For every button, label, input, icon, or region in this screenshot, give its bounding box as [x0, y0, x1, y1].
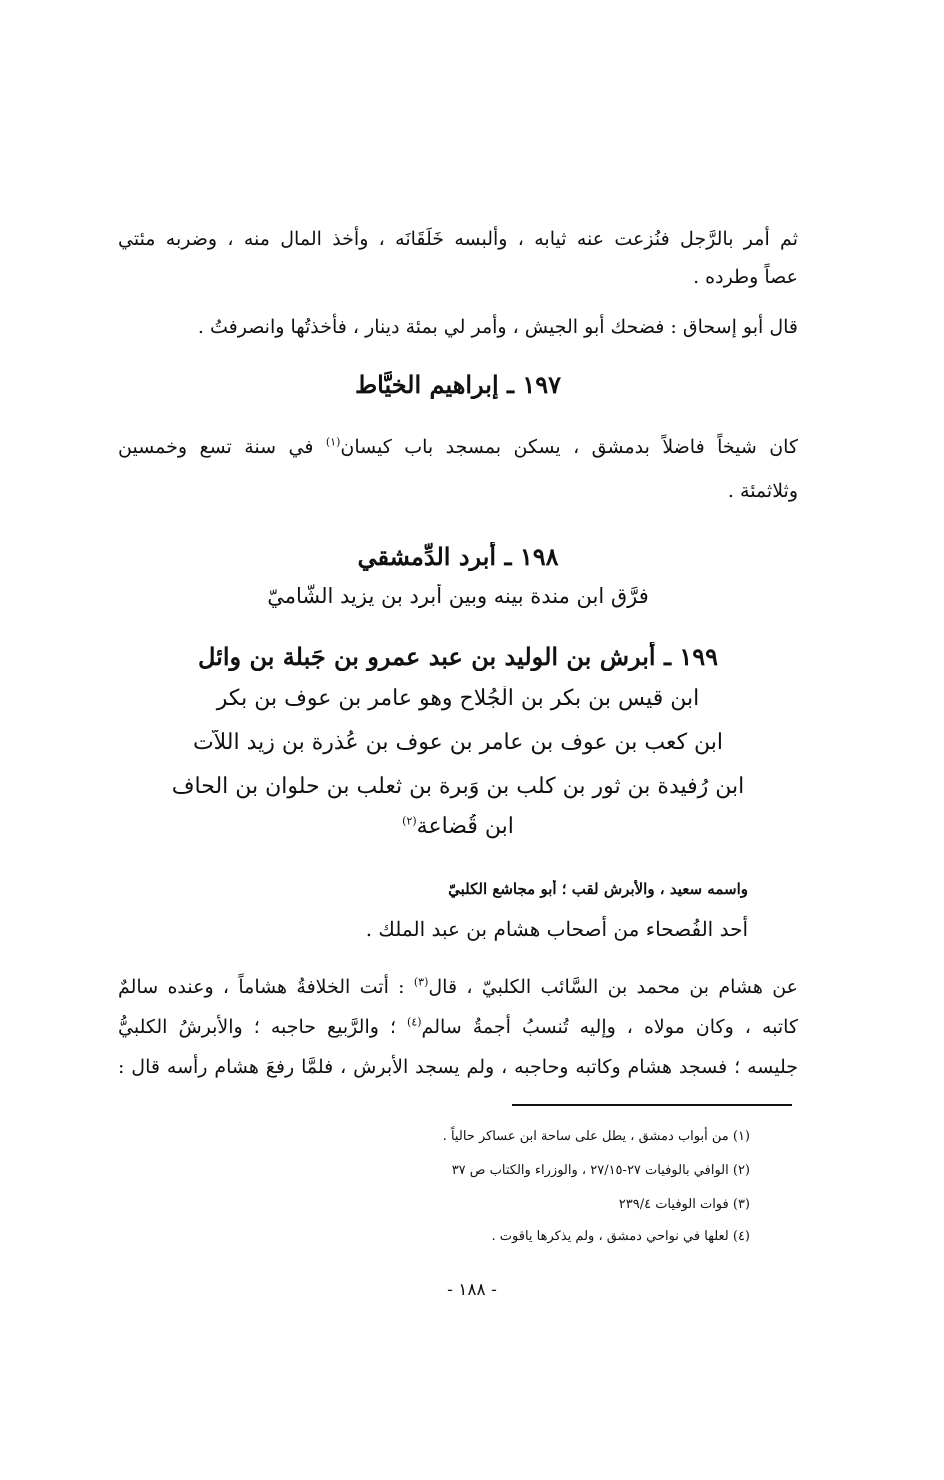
footnote-divider	[512, 1104, 792, 1106]
page-number: - ١٨٨ -	[447, 1280, 497, 1300]
footnote: (٣) فوات الوفيات ٢٣٩/٤	[618, 1197, 750, 1212]
lineage-line: ابن قيس بن بكر بن الْجُلاح وهو عامر بن عوف بن بكر	[216, 686, 700, 711]
entry-heading-198: ١٩٨ ـ أبرد الدِّمشقي	[357, 542, 559, 571]
entry-heading-197: ١٩٧ ـ إبراهيم الخيَّاط	[354, 370, 562, 399]
footnote-ref: (١)	[325, 435, 341, 449]
name-note: واسمه سعيد ، والأبرش لقب ؛ أبو مجاشع الكلبيّ	[448, 880, 748, 898]
footnote-ref: (٣)	[413, 975, 429, 989]
entry-heading-199: ١٩٩ ـ أبرش بن الوليد بن عبد عمرو بن جَبلة بن وائل	[197, 642, 719, 671]
text-line: جليسه ؛ فسجد هشام وكاتبه وحاجبه ، ولم يسجد الأبرش ، فلمَّا رفعَ هشام رأسه قال :	[118, 1056, 798, 1078]
text-line: ثم أمر بالرَّجل فنُزعت عنه ثيابه ، وألبسه خَلَقَانَه ، وأخذ المال منه ، وضربه مئتي	[118, 228, 798, 250]
footnote: (١) من أبواب دمشق ، يطل على ساحة ابن عساكر حالياً .	[442, 1129, 750, 1144]
lineage-line: ابن قُضاعة$^{(٢)}$	[402, 814, 514, 839]
lineage-line: ابن كعب بن عوف بن عامر بن عوف بن عُذرة بن زيد اللاَّت	[192, 730, 724, 755]
text-line: وثلاثمئة .	[727, 480, 798, 502]
text-line: كاتبه ، وكان مولاه ، وإليه تُنسبُ أجمةُ سالم$^{(٤)}$ ؛ والرَّبيع حاجبه ؛ والأبرشُ الكلبيُّ	[118, 1015, 798, 1038]
entry-description: أحد الفُصحاء من أصحاب هشام بن عبد الملك .	[365, 917, 748, 941]
entry-subtitle: فرَّق ابن مندة بينه وبين أبرد بن يزيد الشَّاميّ	[267, 584, 649, 608]
footnote-ref: (٢)	[402, 814, 417, 828]
footnote-ref: (٤)	[407, 1015, 422, 1029]
footnote: (٢) الوافي بالوفيات ٢٧-٢٧/١٥ ، والوزراء والكتاب ص ٣٧	[451, 1163, 750, 1178]
lineage-line: ابن رُفيدة بن ثور بن كلب بن وَبرة بن ثعلب بن حلوان بن الحاف	[171, 774, 745, 799]
text-line: عصاً وطرده .	[693, 266, 798, 288]
footnote: (٤) لعلها في نواحي دمشق ، ولم يذكرها ياقوت .	[491, 1229, 750, 1244]
text-line: عن هشام بن محمد بن السَّائب الكلبيّ ، قال$^{(٣)}$ : أتت الخلافةُ هشاماً ، وعنده سالمٌ	[118, 975, 798, 998]
text-line: كان شيخاً فاضلاً بدمشق ، يسكن بمسجد باب كيسان$^{(١)}$ في سنة تسع وخمسين	[118, 435, 798, 458]
text-line: قال أبو إسحاق : فضحك أبو الجيش ، وأمر لي بمئة دينار ، فأخذتُها وانصرفتُ .	[197, 316, 798, 338]
